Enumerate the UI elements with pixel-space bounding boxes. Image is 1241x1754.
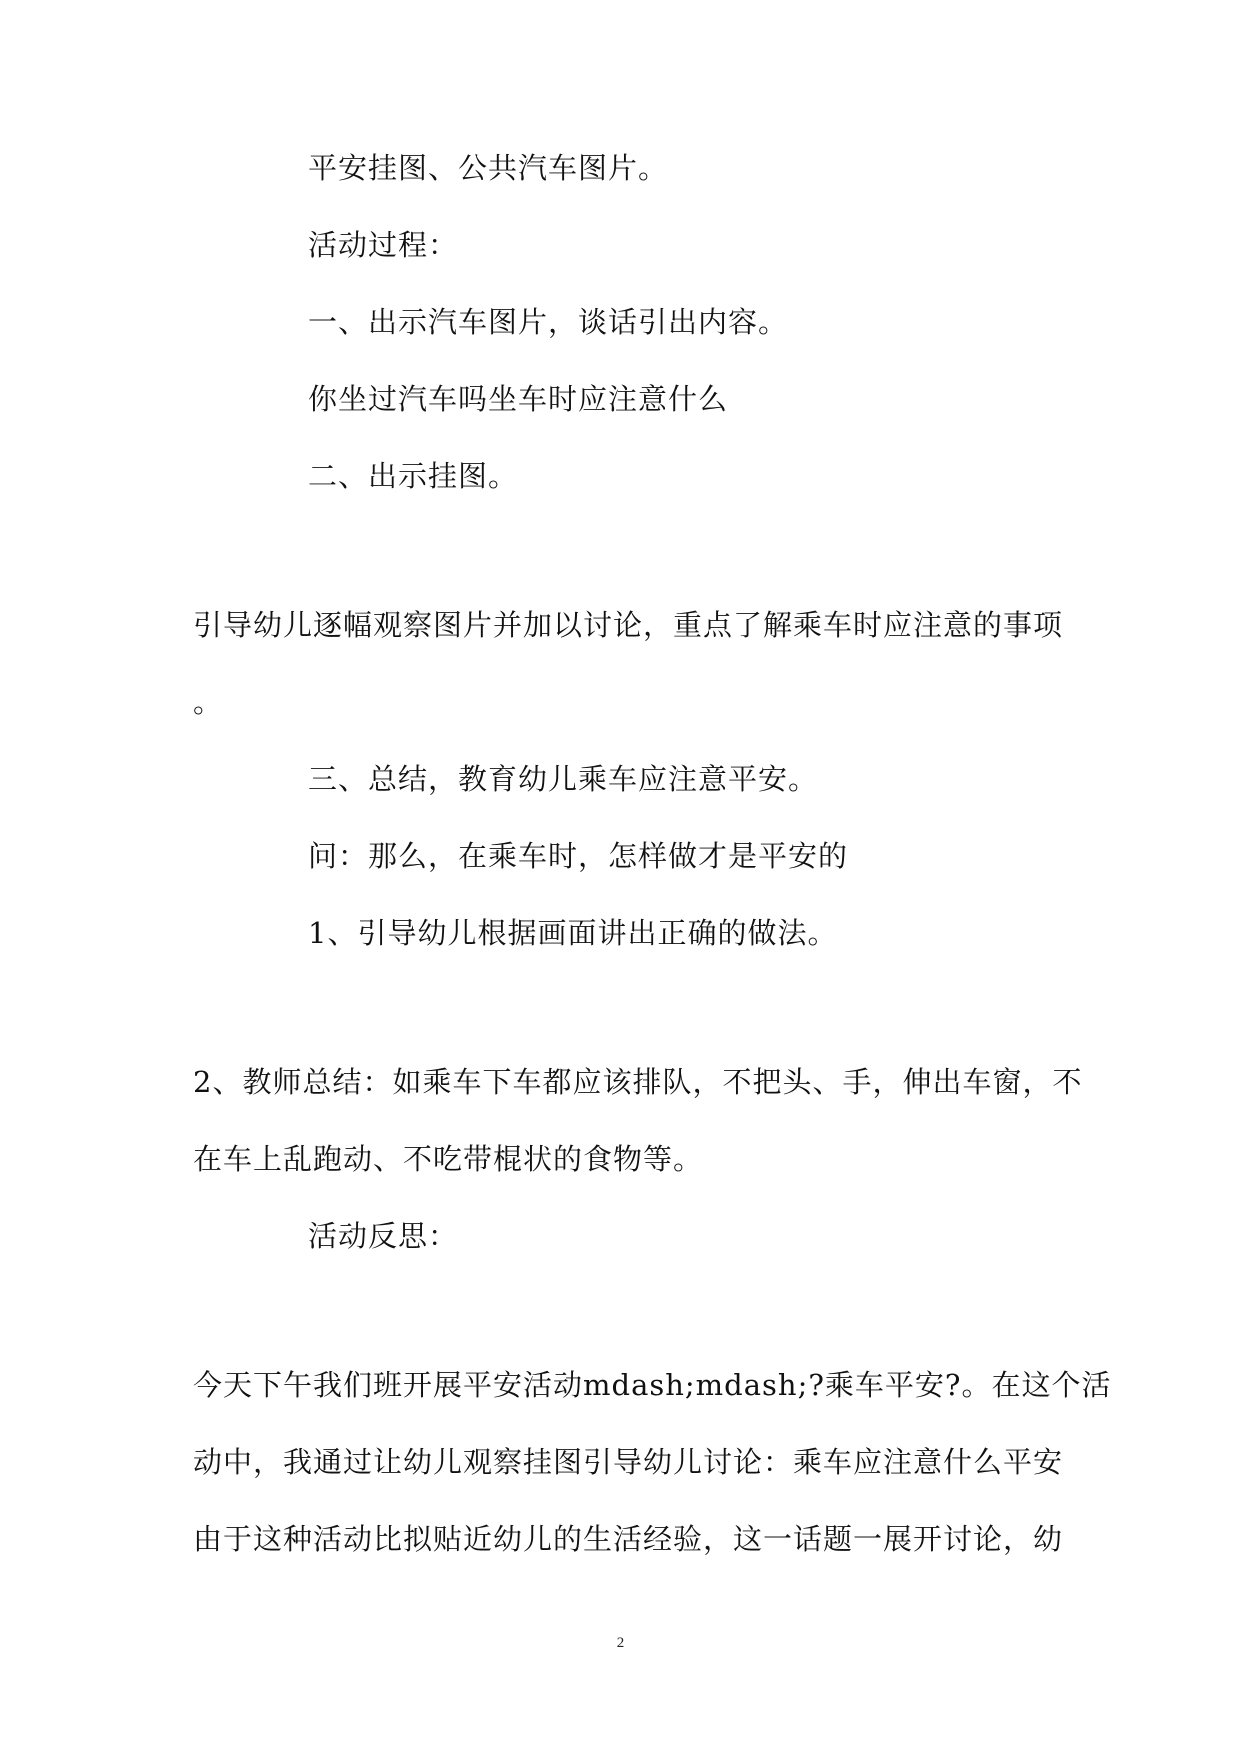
text-line: 今天下午我们班开展平安活动mdash;mdash;?乘车平安?。在这个活 (193, 1368, 1112, 1402)
text-line: 在车上乱跑动、不吃带棍状的食物等。 (193, 1142, 704, 1176)
text-line: 活动过程： (308, 228, 459, 262)
text-line: 你坐过汽车吗坐车时应注意什么 (308, 382, 729, 416)
text-line: 三、总结，教育幼儿乘车应注意平安。 (308, 762, 819, 796)
text-line: 一、出示汽车图片，谈话引出内容。 (308, 305, 789, 339)
page-number: 2 (616, 1635, 625, 1651)
text-line: 1、引导幼儿根据画面讲出正确的做法。 (308, 916, 838, 950)
text-line: 引导幼儿逐幅观察图片并加以讨论，重点了解乘车时应注意的事项 (193, 608, 1064, 642)
text-line: 平安挂图、公共汽车图片。 (308, 151, 669, 185)
text-line: 二、出示挂图。 (308, 459, 519, 493)
text-line: 2、教师总结：如乘车下车都应该排队，不把头、手，伸出车窗，不 (193, 1065, 1083, 1099)
text-line: 。 (193, 685, 224, 719)
text-line: 由于这种活动比拟贴近幼儿的生活经验，这一话题一展开讨论，幼 (193, 1522, 1064, 1556)
text-line: 动中，我通过让幼儿观察挂图引导幼儿讨论：乘车应注意什么平安 (193, 1445, 1064, 1479)
text-line: 活动反思： (308, 1219, 459, 1253)
text-line: 问：那么，在乘车时，怎样做才是平安的 (308, 839, 849, 873)
